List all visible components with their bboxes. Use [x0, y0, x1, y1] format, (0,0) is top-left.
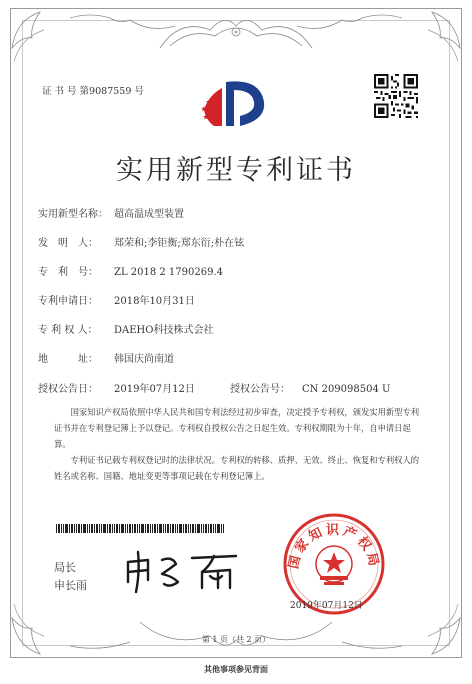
top-ornament	[10, 8, 462, 58]
body-paragraph-1: 国家知识产权局依照中华人民共和国专利法经过初步审查，决定授予专利权，颁发实用新型专利证书并在专利登记簿上予以登记。专利权自授权公告之日起生效。专利权期限为十年，自申请日起算。	[54, 407, 420, 449]
address-label: 地 址：	[38, 354, 98, 365]
corner-ornament-tr	[402, 8, 462, 68]
address-value: 韩国庆尚南道	[114, 354, 174, 365]
patent-holder-value: DAEHO科技株式会社	[114, 325, 214, 336]
director-name: 申长雨	[54, 579, 87, 592]
back-note: 其他事项参见背面	[204, 664, 268, 674]
handwritten-signature-icon	[118, 548, 248, 594]
inventor-value: 郑荣和;李钜衡;郑东衍;朴在铉	[114, 238, 245, 249]
inventor-label: 发 明 人：	[38, 238, 98, 249]
patent-number-label: 专 利 号：	[38, 267, 98, 278]
utility-model-name-value: 超高温成型装置	[114, 209, 184, 220]
filing-date-label: 专利申请日：	[38, 296, 98, 307]
patent-holder-label: 专 利 权 人：	[38, 325, 98, 336]
grant-date-value: 2019年07月12日	[114, 384, 195, 395]
filing-date-value: 2018年10月31日	[114, 296, 195, 307]
director-title: 局长	[54, 561, 76, 574]
cnipa-logo-icon	[200, 76, 274, 132]
body-paragraph-2: 专利证书记载专利权登记时的法律状况。专利权的转移、质押、无效、终止、恢复和专利权人的姓名或名称、国籍、地址变更等事项记载在专利登记簿上。	[54, 455, 420, 481]
seal-text: 国家知识产权局	[286, 523, 382, 571]
utility-model-name-label: 实用新型名称：	[38, 209, 108, 220]
barcode-icon	[56, 524, 224, 533]
grant-number-label: 授权公告号：	[230, 384, 290, 395]
grant-date-label: 授权公告日：	[38, 384, 98, 395]
certificate-title: 实用新型专利证书	[116, 155, 356, 186]
qr-code-icon	[374, 74, 418, 118]
corner-ornament-tl	[10, 8, 70, 68]
seal-date: 2019年07月12日	[290, 601, 363, 611]
page-indicator: 第 1 页（共 2 页）	[201, 635, 271, 644]
grant-number-value: CN 209098504 U	[302, 384, 391, 395]
certificate-number: 证 书 号 第9087559 号	[42, 86, 144, 97]
patent-number-value: ZL 2018 2 1790269.4	[114, 267, 224, 278]
